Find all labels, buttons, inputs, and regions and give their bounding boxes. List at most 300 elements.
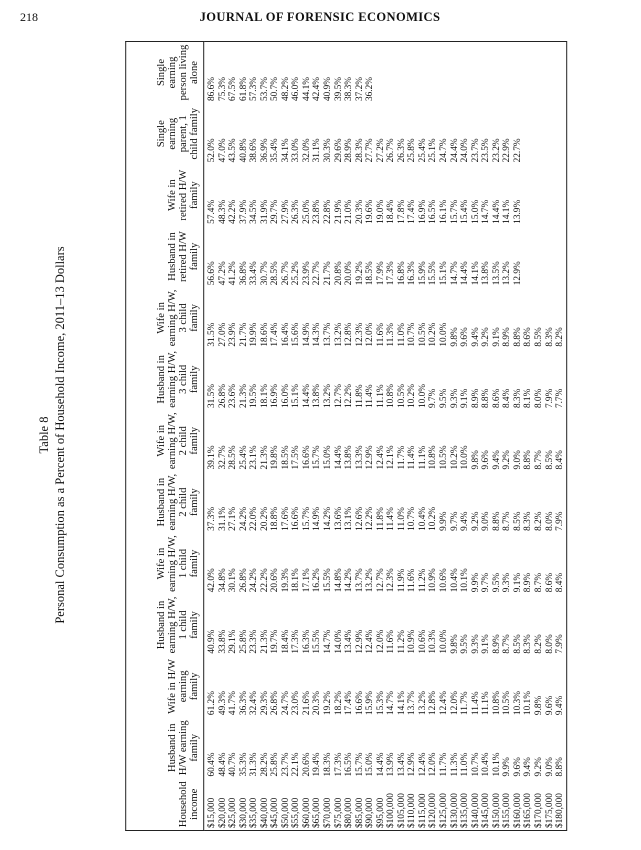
table-cell: 8.7% [502, 634, 513, 654]
table-cell: 8.5% [534, 327, 545, 347]
table-cell: 11.6% [386, 630, 397, 654]
table-cell: 11.7% [397, 445, 408, 470]
table-cell: 31.3% [249, 752, 260, 777]
table-cell: 60.4% [207, 752, 218, 777]
table-cell: 9.9% [439, 511, 450, 531]
table-cell: 9.7% [428, 388, 439, 409]
table-cell: 18.4% [281, 629, 292, 654]
table-cell: 11.0% [460, 752, 471, 777]
table-cell: 11.2% [418, 568, 429, 593]
table-cell: 42.2% [228, 199, 239, 224]
table-cell: 23.3% [249, 629, 260, 654]
table-cell: 57.3% [249, 77, 260, 102]
table-cell: 22.2% [259, 568, 270, 593]
table-cell: 8.1% [523, 388, 534, 409]
table-cell: 10.3% [428, 629, 439, 654]
table-cell: 30.1% [228, 568, 239, 593]
table-cell: 23.8% [312, 199, 323, 224]
table-cell: 11.3% [386, 322, 397, 347]
table-cell: 14.1% [502, 199, 513, 224]
table-cell: 19.0% [375, 199, 386, 224]
page-header [20, 6, 620, 28]
table-cell [481, 44, 492, 101]
table-cell: 22.9% [502, 138, 513, 163]
table-cell: 12.4% [365, 629, 376, 654]
table-cell: 25.4% [418, 138, 429, 163]
table-cell: 13.8% [481, 261, 492, 286]
table-cell: 15.9% [418, 261, 429, 286]
table-cell: 20.8% [333, 261, 344, 286]
table-cell: 11.4% [407, 445, 418, 470]
table-cell: 10.2% [428, 506, 439, 531]
table-cell [439, 44, 450, 101]
table-cell: 25.2% [291, 261, 302, 286]
table-cell: 13.2% [323, 384, 334, 409]
table-cell: 11.0% [397, 507, 408, 531]
value-column [204, 226, 567, 287]
table-cell: 34.5% [249, 199, 260, 224]
table-title: Personal Consumption as a Percent of Household Income, 2011–13 Dollars [53, 246, 67, 624]
table-cell: 14.4% [491, 199, 502, 224]
table-cell: 17.4% [270, 322, 281, 347]
table-cell: 10.6% [418, 629, 429, 654]
table-cell: 35.3% [238, 752, 249, 777]
table-cell: 9.5% [460, 634, 471, 654]
table-cell: 38.3% [344, 77, 355, 102]
table-cell: 8.7% [534, 572, 545, 593]
value-column [204, 164, 567, 225]
table-cell: 10.4% [481, 752, 492, 777]
table-cell: 9.4% [460, 511, 471, 531]
table-cell: 13.7% [407, 691, 418, 716]
table-cell: 24.4% [449, 138, 460, 163]
table-cell: 8.6% [523, 327, 534, 347]
table-cell: 13.4% [397, 752, 408, 777]
table-cell: 12.7% [375, 568, 386, 593]
value-column [204, 287, 567, 348]
table-cell: 10.6% [439, 568, 450, 593]
income-cell: $70,000 [323, 797, 334, 828]
income-cell: $120,000 [428, 793, 439, 828]
table-cell [534, 166, 545, 223]
table-cell: 8.2% [534, 511, 545, 531]
table-cell: 23.7% [470, 138, 481, 163]
table-cell: 25.8% [238, 629, 249, 654]
table-cell [524, 166, 535, 223]
table-cell: 8.9% [470, 388, 481, 409]
table-cell: 47.0% [217, 138, 228, 163]
table-cell: 16.6% [291, 506, 302, 531]
table-cell: 15.1% [291, 384, 302, 409]
table-cell: 21.3% [238, 384, 249, 409]
table-cell: 28.9% [344, 138, 355, 163]
table-cell: 18.4% [386, 199, 397, 224]
table-cell: 40.9% [323, 77, 334, 102]
table-cell: 10.9% [428, 568, 439, 593]
table-cell: 21.6% [302, 691, 313, 716]
table-cell: 23.9% [228, 322, 239, 347]
table-cell: 14.9% [302, 322, 313, 347]
table-cell: 46.0% [291, 77, 302, 102]
value-column [204, 533, 567, 594]
table-cell: 9.1% [491, 327, 502, 347]
income-cell: $85,000 [354, 797, 365, 828]
income-cell: $95,000 [375, 797, 386, 828]
column-header: Wife in earning H/W, 2 child family [126, 410, 204, 471]
table-cell: 13.3% [354, 445, 365, 470]
table-cell: 14.2% [344, 568, 355, 593]
table-cell: 33.8% [217, 629, 228, 654]
table-cell: 13.2% [365, 568, 376, 593]
table-cell: 9.0% [481, 511, 492, 531]
table-cell: 22.1% [291, 752, 302, 777]
consumption-table [125, 41, 567, 831]
table-cell [460, 44, 471, 101]
income-cell: $135,000 [460, 793, 471, 828]
table-cell: 16.3% [302, 629, 313, 654]
table-cell: 11.1% [418, 445, 429, 470]
table-cell [555, 105, 566, 162]
table-cell: 26.3% [397, 138, 408, 163]
table-cell: 37.2% [354, 77, 365, 102]
table-cell: 10.5% [418, 322, 429, 347]
value-column [204, 717, 567, 778]
table-cell: 52.0% [207, 138, 218, 163]
table-cell: 38.6% [249, 138, 260, 163]
table-cell: 17.3% [291, 629, 302, 654]
table-cell: 9.3% [470, 634, 481, 654]
table-cell: 8.6% [491, 388, 502, 409]
income-cell: $145,000 [481, 793, 492, 828]
table-cell: 12.0% [375, 629, 386, 654]
income-cell: $125,000 [439, 793, 450, 828]
table-cell: 17.5% [291, 445, 302, 470]
table-cell: 22.0% [249, 506, 260, 531]
table-cell: 8.3% [523, 511, 534, 531]
table-cell: 8.2% [534, 634, 545, 654]
income-cell: $60,000 [302, 797, 313, 828]
table-cell: 27.7% [365, 138, 376, 163]
table-cell [408, 44, 419, 101]
column-header: Wife in H/W earning family [126, 656, 204, 717]
table-cell: 29.3% [259, 691, 270, 716]
table-cell: 8.3% [544, 327, 555, 347]
table-cell: 10.4% [418, 506, 429, 531]
table-cell: 13.6% [333, 506, 344, 531]
table-cell [513, 44, 524, 101]
table-cell: 30.3% [323, 138, 334, 163]
table-cell: 9.0% [513, 450, 524, 470]
value-column [204, 42, 567, 104]
table-cell: 26.7% [386, 138, 397, 163]
table-cell: 25.4% [238, 445, 249, 470]
column-header-household-income: Household income [126, 778, 204, 830]
table-cell: 16.6% [302, 445, 313, 470]
table-cell: 15.0% [470, 199, 481, 224]
table-cell: 9.2% [481, 327, 492, 347]
table-cell: 28.5% [228, 445, 239, 470]
table-cell: 10.0% [439, 629, 450, 654]
value-column [204, 410, 567, 471]
table-cell: 9.4% [523, 757, 534, 777]
table-cell: 40.7% [228, 752, 239, 777]
table-cell: 11.6% [375, 322, 386, 347]
table-cell: 18.8% [270, 506, 281, 531]
table-cell: 12.4% [375, 445, 386, 470]
table-cell: 13.7% [323, 322, 334, 347]
table-cell: 8.8% [555, 757, 566, 777]
table-cell: 17.3% [386, 261, 397, 286]
table-cell: 9.0% [544, 757, 555, 777]
table-cell: 47.2% [217, 261, 228, 286]
table-cell [545, 44, 556, 101]
table-cell: 21.0% [344, 199, 355, 224]
column-header: Wife in earning H/W, 3 child family [126, 287, 204, 348]
income-cell: $155,000 [502, 793, 513, 828]
table-cell: 13.2% [502, 261, 513, 286]
table-cell: 16.4% [281, 322, 292, 347]
table-cell: 23.9% [302, 261, 313, 286]
table-cell: 9.5% [439, 388, 450, 409]
table-cell: 7.9% [555, 511, 566, 531]
column-header: Husband in earning H/W, 2 child family [126, 471, 204, 532]
table-cell: 8.4% [555, 450, 566, 470]
table-cell [555, 228, 566, 285]
table-cell: 12.4% [439, 691, 450, 716]
table-cell [524, 44, 535, 101]
table-cell: 48.2% [281, 77, 292, 102]
table-cell: 28.2% [259, 752, 270, 777]
table-cell [545, 228, 556, 285]
income-cell: $180,000 [555, 793, 566, 828]
table-cell: 67.5% [228, 77, 239, 102]
income-cell: $140,000 [470, 793, 481, 828]
table-cell: 9.7% [481, 572, 492, 593]
table-cell: 32.0% [302, 138, 313, 163]
table-cell: 9.5% [491, 572, 502, 593]
table-cell: 9.4% [491, 450, 502, 470]
page-number: 218 [20, 10, 38, 24]
table-cell: 25.8% [270, 752, 281, 777]
table-cell: 8.5% [513, 511, 524, 531]
table-cell: 11.7% [439, 752, 450, 777]
table-cell: 34.8% [217, 568, 228, 593]
value-column [204, 656, 567, 717]
table-cell: 16.0% [281, 384, 292, 409]
table-cell [545, 166, 556, 223]
table-cell: 8.5% [513, 634, 524, 654]
table-cell: 17.4% [344, 691, 355, 716]
income-cell: $100,000 [386, 793, 397, 828]
table-cell: 21.3% [259, 445, 270, 470]
table-cell: 11.4% [470, 691, 481, 716]
table-cell: 19.9% [249, 322, 260, 347]
table-cell: 32.7% [217, 445, 228, 470]
table-cell: 21.7% [323, 261, 334, 286]
table-cell: 9.9% [470, 572, 481, 593]
table-cell: 9.8% [449, 327, 460, 347]
income-cell: $20,000 [217, 797, 228, 828]
table-cell: 24.2% [238, 506, 249, 531]
table-cell: 23.1% [249, 445, 260, 470]
table-cell: 11.6% [407, 568, 418, 593]
table-cell: 11.1% [481, 691, 492, 716]
column-header: Single earning parent, 1 child family [126, 103, 204, 164]
table-cell: 9.4% [470, 327, 481, 347]
table-cell [450, 44, 461, 101]
table-cell: 12.8% [344, 322, 355, 347]
table-cell: 18.3% [323, 752, 334, 777]
table-cell: 10.9% [407, 629, 418, 654]
table-cell: 29.7% [270, 199, 281, 224]
table-cell: 19.6% [365, 199, 376, 224]
table-cell: 41.2% [228, 261, 239, 286]
table-cell: 11.7% [460, 691, 471, 716]
table-cell: 42.0% [207, 568, 218, 593]
table-cell: 11.3% [449, 752, 460, 777]
table-cell: 22.8% [323, 199, 334, 224]
table-cell: 28.3% [354, 138, 365, 163]
table-cell: 9.8% [470, 450, 481, 470]
table-cell: 8.0% [544, 634, 555, 654]
income-cell: $150,000 [491, 793, 502, 828]
table-cell: 20.3% [312, 691, 323, 716]
table-cell: 14.7% [481, 199, 492, 224]
table-cell: 16.5% [428, 199, 439, 224]
table-cell: 20.0% [344, 261, 355, 286]
table-cell: 19.8% [270, 445, 281, 470]
table-cell: 21.9% [333, 199, 344, 224]
table-cell [471, 44, 482, 101]
table-cell: 61.2% [207, 691, 218, 716]
income-cell: $165,000 [523, 793, 534, 828]
table-cell: 34.1% [281, 138, 292, 163]
table-cell: 27.9% [281, 199, 292, 224]
table-cell: 8.3% [513, 388, 524, 409]
table-cell: 19.7% [270, 629, 281, 654]
value-column [204, 594, 567, 655]
table-cell: 19.2% [323, 691, 334, 716]
table-cell: 33.0% [291, 138, 302, 163]
table-cell: 12.4% [418, 752, 429, 777]
table-cell: 15.5% [428, 261, 439, 286]
table-cell: 23.2% [491, 138, 502, 163]
table-cell: 12.3% [386, 568, 397, 593]
table-cell: 31.5% [207, 384, 218, 409]
table-cell: 14.3% [312, 322, 323, 347]
table-cell: 48.3% [217, 199, 228, 224]
table-cell: 17.4% [407, 199, 418, 224]
table-cell: 14.1% [397, 691, 408, 716]
table-cell: 36.3% [238, 691, 249, 716]
table-cell: 12.3% [354, 322, 365, 347]
table-cell: 18.1% [291, 568, 302, 593]
table-cell: 57.4% [207, 199, 218, 224]
table-cell: 8.0% [534, 388, 545, 409]
table-cell: 7.7% [555, 388, 566, 409]
table-cell: 12.2% [365, 506, 376, 531]
table-cell: 9.6% [544, 695, 555, 716]
table-cell: 14.8% [333, 568, 344, 593]
table-cell: 15.7% [312, 445, 323, 470]
table-cell: 15.0% [365, 752, 376, 777]
table-cell: 8.6% [544, 572, 555, 593]
column-header: Husband in H/W earning family [126, 717, 204, 778]
table-cell: 15.1% [439, 261, 450, 286]
table-cell: 13.1% [344, 506, 355, 531]
journal-title: JOURNAL OF FORENSIC ECONOMICS [199, 10, 441, 24]
table-caption [32, 40, 72, 830]
income-cell: $45,000 [270, 797, 281, 828]
table-cell: 10.8% [386, 384, 397, 409]
table-cell: 13.7% [354, 568, 365, 593]
table-cell: 10.0% [418, 384, 429, 409]
table-cell: 37.9% [238, 199, 249, 224]
table-row [204, 42, 567, 831]
table-cell: 20.6% [302, 752, 313, 777]
column-header: Single earning person living alone [126, 42, 204, 104]
income-cell: $110,000 [407, 793, 418, 828]
table-cell: 24.2% [249, 568, 260, 593]
column-header: Wife in earning H/W, 1 child family [126, 533, 204, 594]
table-cell: 26.3% [291, 199, 302, 224]
table-cell: 10.0% [439, 322, 450, 347]
table-cell: 8.3% [523, 634, 534, 654]
table-cell: 43.5% [228, 138, 239, 163]
table-cell: 41.7% [228, 691, 239, 716]
table-cell: 53.7% [259, 77, 270, 102]
table-cell: 12.2% [344, 384, 355, 409]
table-cell: 23.7% [281, 752, 292, 777]
table-cell: 10.8% [491, 691, 502, 716]
table-cell: 27.0% [217, 322, 228, 347]
table-cell: 15.7% [449, 199, 460, 224]
table-cell: 17.6% [281, 506, 292, 531]
table-cell: 10.1% [523, 691, 534, 716]
table-cell: 27.2% [375, 138, 386, 163]
table-cell: 27.1% [228, 506, 239, 531]
table-cell [429, 44, 440, 101]
income-cell: $80,000 [344, 797, 355, 828]
table-cell: 15.5% [312, 629, 323, 654]
table-cell: 9.8% [534, 695, 545, 716]
table-cell: 13.5% [491, 261, 502, 286]
table-cell: 17.8% [397, 199, 408, 224]
table-cell: 8.9% [523, 572, 534, 593]
table-cell: 9.7% [449, 511, 460, 531]
table-cell: 9.9% [502, 757, 513, 777]
table-cell: 9.1% [481, 634, 492, 654]
table-cell: 10.5% [439, 445, 450, 470]
table-cell: 17.1% [302, 568, 313, 593]
table-cell: 10.5% [397, 384, 408, 409]
table-cell: 13.2% [418, 691, 429, 716]
table-cell: 8.9% [502, 327, 513, 347]
table-cell: 20.3% [354, 199, 365, 224]
table-cell: 15.0% [323, 445, 334, 470]
table-cell: 25.0% [302, 199, 313, 224]
table-cell [524, 228, 535, 285]
table-cell: 24.7% [281, 691, 292, 716]
table-cell: 11.2% [397, 630, 408, 654]
table-cell: 10.7% [407, 322, 418, 347]
table-cell: 8.8% [513, 327, 524, 347]
column-header: Wife in retired H/W family [126, 164, 204, 225]
table-cell: 14.7% [386, 691, 397, 716]
table-cell: 12.6% [354, 506, 365, 531]
table-cell: 40.9% [207, 629, 218, 654]
table-cell [397, 44, 408, 101]
